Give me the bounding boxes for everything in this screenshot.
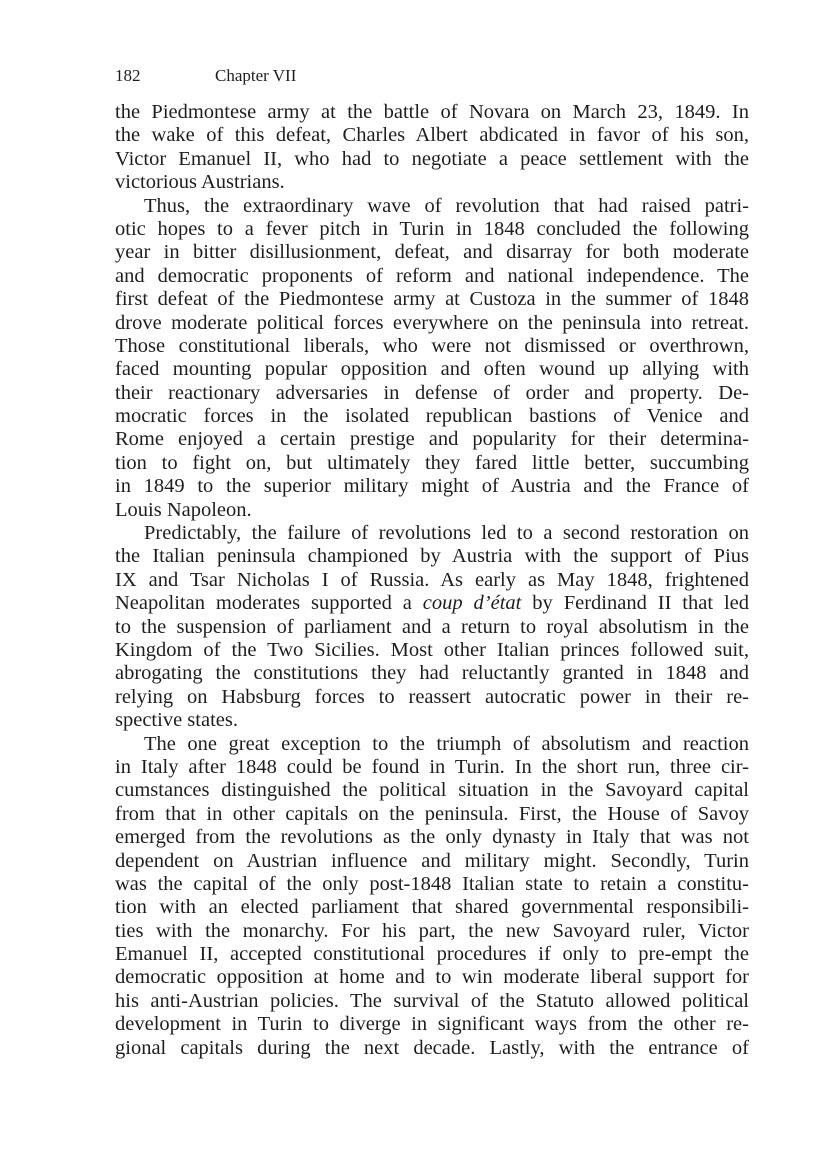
text-line: tion to fight on, but ultimately they fared little better, succumbing — [115, 451, 749, 474]
text-line: their reactionary adversaries in defense of order and property. De- — [115, 381, 749, 404]
text-line: from that in other capitals on the peninsula. First, the House of Savoy — [115, 802, 749, 825]
paragraph — [115, 522, 749, 733]
text-line-with-italic — [115, 592, 749, 615]
text-line: gional capitals during the next decade. Lastly, with the entrance of — [115, 1036, 749, 1059]
text-line: IX and Tsar Nicholas I of Russia. As early as May 1848, frightened — [115, 568, 749, 591]
text-line: victorious Austrians. — [115, 171, 285, 194]
text-line: democratic opposition at home and to win moderate liberal support for — [115, 966, 749, 989]
text-line: mocratic forces in the isolated republican bastions of Venice and — [115, 405, 749, 428]
text-line: in 1849 to the superior military might of Austria and the France of — [115, 475, 749, 498]
body-text — [115, 101, 749, 1060]
text-line: year in bitter disillusionment, defeat, and disarray for both moderate — [115, 241, 749, 264]
text-segment: Neapolitan moderates supported a — [115, 592, 412, 615]
text-line: in Italy after 1848 could be found in Turin. In the short run, three cir- — [115, 755, 749, 778]
page-number: 182 — [115, 66, 141, 85]
running-head — [115, 65, 296, 87]
text-line: drove moderate political forces everywhere on the peninsula into retreat. — [115, 311, 749, 334]
text-line: emerged from the revolutions as the only dynasty in Italy that was not — [115, 826, 749, 849]
text-line: tion with an elected parliament that shared governmental responsibili- — [115, 896, 749, 919]
text-line: otic hopes to a fever pitch in Turin in 1848 concluded the following — [115, 217, 749, 240]
text-line: development in Turin to diverge in significant ways from the other re- — [115, 1013, 749, 1036]
text-line: relying on Habsburg forces to reassert autocratic power in their re- — [115, 685, 749, 708]
text-segment: by Ferdinand II that led — [532, 592, 750, 615]
text-line: abrogating the constitutions they had reluctantly granted in 1848 and — [115, 662, 749, 685]
text-line: spective states. — [115, 709, 238, 732]
text-line: the Piedmontese army at the battle of Novara on March 23, 1849. In — [115, 101, 749, 123]
text-line: his anti-Austrian policies. The survival of the Statuto allowed political — [115, 989, 749, 1012]
italic-phrase: coup d’état — [422, 592, 522, 615]
paragraph — [115, 101, 749, 195]
text-line: to the suspension of parliament and a return to royal absolutism in the — [115, 615, 749, 638]
text-line: faced mounting popular opposition and often wound up allying with — [115, 358, 749, 381]
text-line: Those constitutional liberals, who were not dismissed or overthrown, — [115, 334, 749, 357]
chapter-label: Chapter VII — [215, 66, 297, 85]
text-line: Emanuel II, accepted constitutional procedures if only to pre-empt the — [115, 943, 749, 966]
text-line: Victor Emanuel II, who had to negotiate a peace settlement with the — [115, 147, 749, 170]
paragraph — [115, 195, 749, 522]
paragraph — [115, 733, 749, 1060]
text-line: Rome enjoyed a certain prestige and popularity for their determina- — [115, 428, 749, 451]
text-line: the wake of this defeat, Charles Albert abdicated in favor of his son, — [115, 124, 749, 147]
text-line: was the capital of the only post-1848 Italian state to retain a constitu- — [115, 872, 749, 895]
text-line: dependent on Austrian influence and military might. Secondly, Turin — [115, 849, 749, 872]
text-line: Louis Napoleon. — [115, 498, 252, 521]
text-line: the Italian peninsula championed by Austria with the support of Pius — [115, 545, 749, 568]
text-line: The one great exception to the triumph of absolutism and reaction — [144, 732, 749, 755]
text-line: Predictably, the failure of revolutions led to a second restoration on — [144, 522, 749, 545]
text-line: Kingdom of the Two Sicilies. Most other Italian princes followed suit, — [115, 638, 749, 661]
text-line: ties with the monarchy. For his part, the new Savoyard ruler, Victor — [115, 919, 749, 942]
text-line: Thus, the extraordinary wave of revolution that had raised patri- — [144, 194, 749, 217]
text-line: and democratic proponents of reform and national independence. The — [115, 264, 749, 287]
text-line: first defeat of the Piedmontese army at Custoza in the summer of 1848 — [115, 288, 749, 311]
text-line: cumstances distinguished the political situation in the Savoyard capital — [115, 779, 749, 802]
